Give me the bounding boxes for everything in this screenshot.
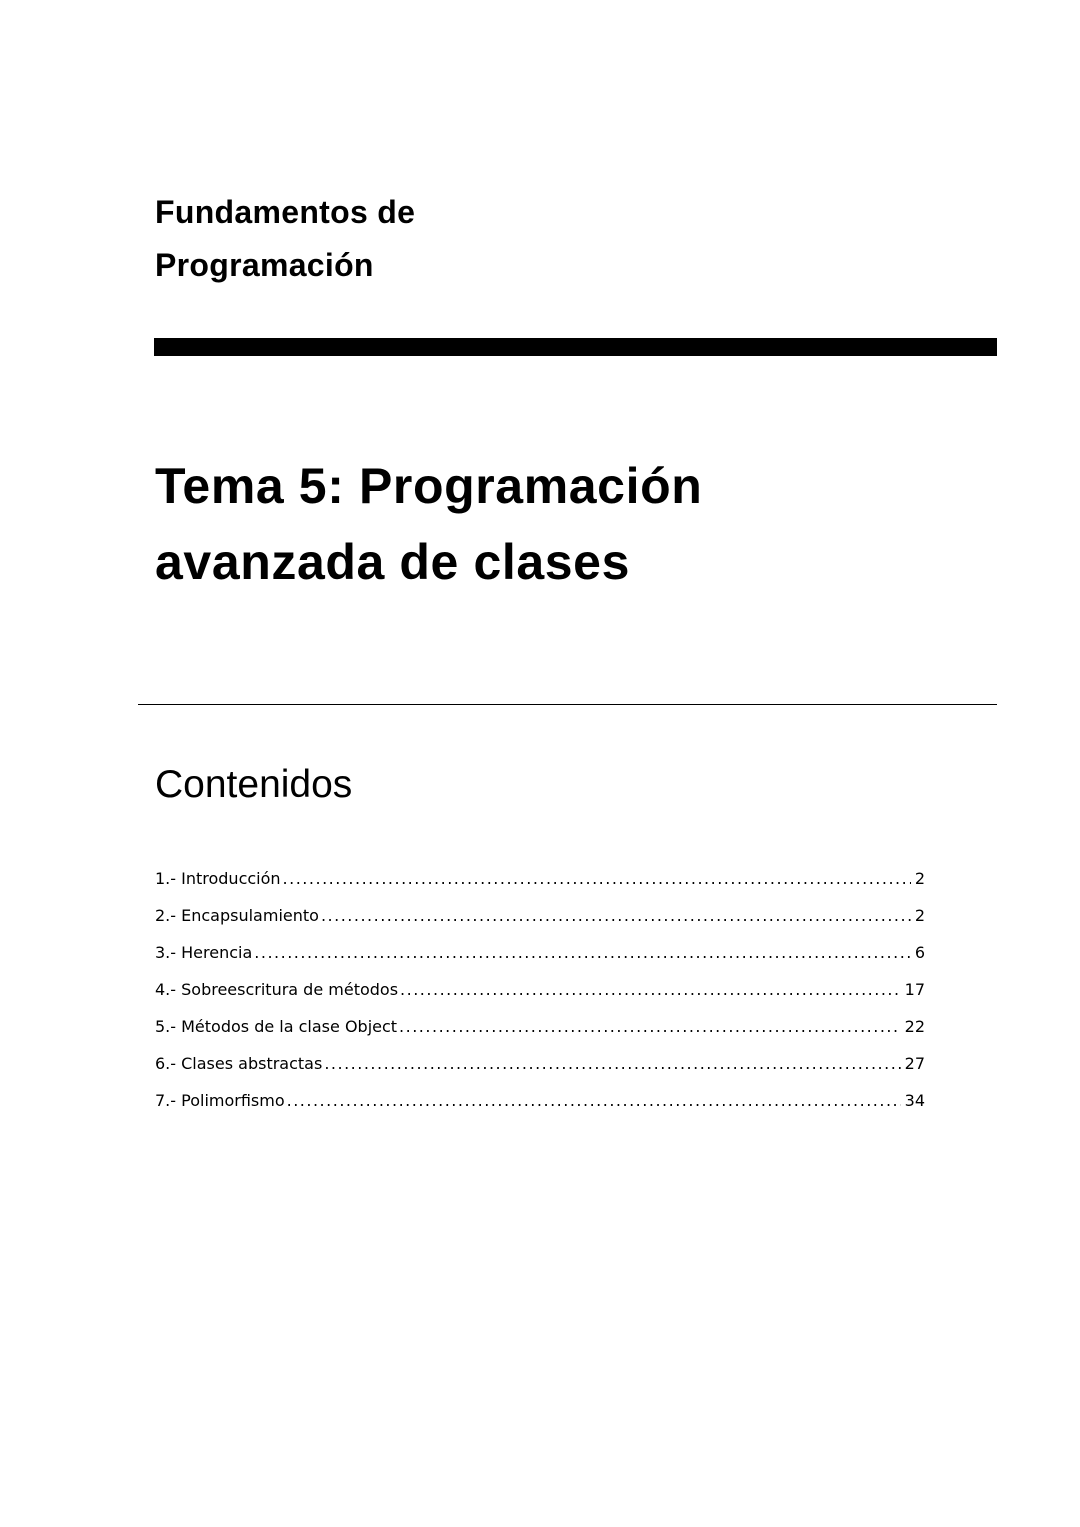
toc-dot-leader — [283, 864, 911, 894]
toc-item-herencia[interactable] — [155, 938, 925, 975]
toc-dot-leader — [321, 901, 911, 931]
topic-title-line-1: Tema 5: Programación — [155, 458, 703, 514]
toc-item-polimorfismo[interactable] — [155, 1086, 925, 1123]
toc-item-page: 17 — [904, 980, 925, 999]
toc-item-label: 4.- Sobreescritura de métodos — [155, 980, 399, 999]
toc-item-sobreescritura[interactable] — [155, 975, 925, 1012]
toc-item-page: 22 — [904, 1017, 925, 1036]
toc-item-introduccion[interactable] — [155, 864, 925, 901]
toc-dot-leader — [287, 1086, 901, 1116]
toc-item-encapsulamiento[interactable] — [155, 901, 925, 938]
toc-item-label: 7.- Polimorfismo — [155, 1091, 285, 1110]
toc-dot-leader — [400, 975, 901, 1005]
course-title — [155, 186, 415, 292]
toc-item-page: 2 — [914, 869, 925, 888]
toc-item-page: 6 — [914, 943, 925, 962]
toc-item-label: 1.- Introducción — [155, 869, 281, 888]
thick-divider — [154, 338, 997, 356]
toc-dot-leader — [254, 938, 911, 968]
toc-item-label: 6.- Clases abstractas — [155, 1054, 323, 1073]
course-title-line-2: Programación — [155, 247, 374, 283]
toc-item-page: 27 — [904, 1054, 925, 1073]
toc-item-label: 3.- Herencia — [155, 943, 253, 962]
toc-item-page: 34 — [904, 1091, 925, 1110]
toc-item-clases-abstractas[interactable] — [155, 1049, 925, 1086]
table-of-contents — [155, 864, 925, 1123]
toc-item-label: 5.- Métodos de la clase Object — [155, 1017, 398, 1036]
toc-heading: Contenidos — [155, 763, 353, 806]
topic-title — [155, 448, 702, 600]
topic-title-line-2: avanzada de clases — [155, 534, 630, 590]
toc-item-label: 2.- Encapsulamiento — [155, 906, 319, 925]
thin-divider — [138, 704, 997, 705]
course-title-line-1: Fundamentos de — [155, 194, 416, 230]
toc-dot-leader — [399, 1012, 901, 1042]
toc-dot-leader — [324, 1049, 900, 1079]
toc-item-metodos-object[interactable] — [155, 1012, 925, 1049]
toc-item-page: 2 — [914, 906, 925, 925]
